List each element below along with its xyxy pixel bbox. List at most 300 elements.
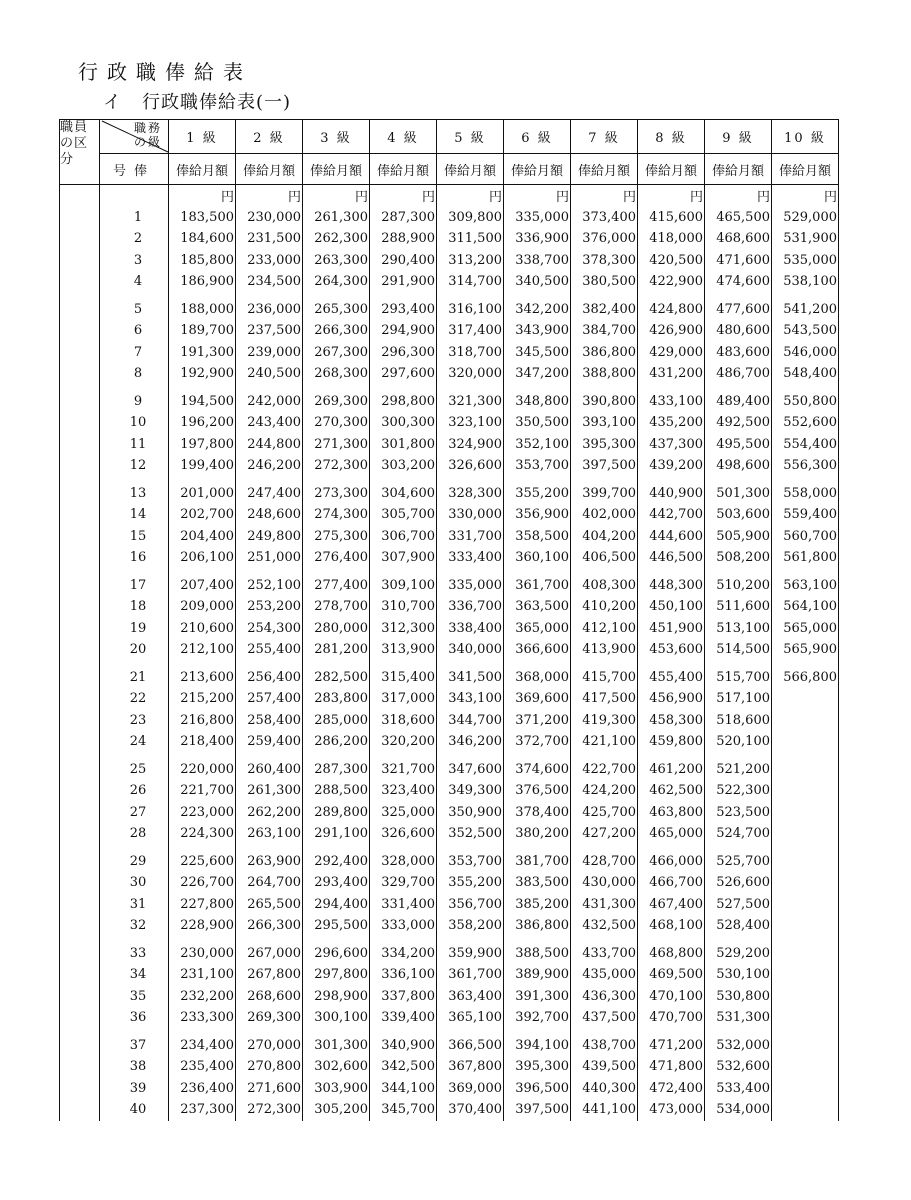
salary-cell: 376,500 bbox=[504, 780, 571, 802]
salary-cell bbox=[772, 1078, 839, 1100]
employee-category-cell bbox=[60, 688, 100, 710]
salary-cell: 225,600 bbox=[169, 851, 236, 873]
table-row bbox=[60, 1056, 839, 1078]
salary-cell: 246,200 bbox=[236, 455, 303, 477]
salary-cell: 261,300 bbox=[236, 780, 303, 802]
monthly-salary-header: 俸給月額 bbox=[504, 154, 571, 185]
salary-cell: 210,600 bbox=[169, 618, 236, 640]
salary-cell: 347,200 bbox=[504, 363, 571, 385]
salary-cell: 316,100 bbox=[437, 299, 504, 321]
salary-cell: 286,200 bbox=[303, 731, 370, 753]
salary-cell: 442,700 bbox=[638, 504, 705, 526]
table-row bbox=[60, 1099, 839, 1121]
salary-cell: 435,200 bbox=[638, 412, 705, 434]
salary-cell: 243,400 bbox=[236, 412, 303, 434]
table-row bbox=[60, 780, 839, 802]
step-number: 16 bbox=[100, 547, 169, 569]
salary-cell: 260,400 bbox=[236, 759, 303, 781]
salary-cell: 466,000 bbox=[638, 851, 705, 873]
table-row bbox=[60, 455, 839, 477]
salary-cell: 318,700 bbox=[437, 342, 504, 364]
employee-category-cell bbox=[60, 250, 100, 272]
salary-cell: 426,900 bbox=[638, 320, 705, 342]
employee-category-cell bbox=[60, 320, 100, 342]
salary-cell: 511,600 bbox=[705, 596, 772, 618]
table-row bbox=[60, 250, 839, 272]
salary-cell: 436,300 bbox=[571, 986, 638, 1008]
salary-cell: 420,500 bbox=[638, 250, 705, 272]
salary-cell: 353,700 bbox=[437, 851, 504, 873]
salary-cell: 431,200 bbox=[638, 363, 705, 385]
salary-cell: 274,300 bbox=[303, 504, 370, 526]
salary-cell: 326,600 bbox=[370, 823, 437, 845]
salary-cell bbox=[772, 964, 839, 986]
salary-cell: 239,000 bbox=[236, 342, 303, 364]
step-number: 14 bbox=[100, 504, 169, 526]
salary-cell: 352,500 bbox=[437, 823, 504, 845]
salary-cell: 369,600 bbox=[504, 688, 571, 710]
step-number: 9 bbox=[100, 391, 169, 413]
salary-cell: 378,400 bbox=[504, 802, 571, 824]
salary-cell: 247,400 bbox=[236, 483, 303, 505]
salary-cell: 394,100 bbox=[504, 1035, 571, 1057]
salary-cell: 249,800 bbox=[236, 526, 303, 548]
salary-cell: 262,200 bbox=[236, 802, 303, 824]
salary-cell: 397,500 bbox=[504, 1099, 571, 1121]
employee-category-cell bbox=[60, 986, 100, 1008]
employee-category-cell bbox=[60, 455, 100, 477]
salary-cell: 345,500 bbox=[504, 342, 571, 364]
unit-cell: 円 bbox=[705, 185, 772, 207]
salary-cell: 483,600 bbox=[705, 342, 772, 364]
salary-cell: 275,300 bbox=[303, 526, 370, 548]
salary-cell: 468,600 bbox=[705, 228, 772, 250]
table-row bbox=[60, 299, 839, 321]
step-number: 18 bbox=[100, 596, 169, 618]
employee-category-cell bbox=[60, 872, 100, 894]
table-row bbox=[60, 943, 839, 965]
employee-category-cell bbox=[60, 964, 100, 986]
subtitle-text: 行政職俸給表(一) bbox=[142, 92, 292, 113]
employee-category-cell bbox=[60, 894, 100, 916]
salary-cell: 335,000 bbox=[504, 207, 571, 229]
employee-category-cell bbox=[60, 618, 100, 640]
table-row bbox=[60, 802, 839, 824]
employee-category-cell bbox=[60, 483, 100, 505]
salary-cell: 433,100 bbox=[638, 391, 705, 413]
grade-header: 7 級 bbox=[571, 120, 638, 154]
shokumu-line2: の級 bbox=[133, 135, 162, 149]
employee-category-cell bbox=[60, 526, 100, 548]
unit-cell: 円 bbox=[504, 185, 571, 207]
salary-cell: 237,500 bbox=[236, 320, 303, 342]
salary-cell: 392,700 bbox=[504, 1007, 571, 1029]
employee-category-cell bbox=[60, 391, 100, 413]
salary-cell: 202,700 bbox=[169, 504, 236, 526]
salary-cell: 235,400 bbox=[169, 1056, 236, 1078]
salary-cell: 358,500 bbox=[504, 526, 571, 548]
employee-category-cell bbox=[60, 299, 100, 321]
salary-cell: 565,000 bbox=[772, 618, 839, 640]
kubun-line1: 職員 bbox=[60, 120, 89, 135]
table-row bbox=[60, 412, 839, 434]
salary-cell: 564,100 bbox=[772, 596, 839, 618]
salary-cell: 267,000 bbox=[236, 943, 303, 965]
salary-cell: 340,000 bbox=[437, 639, 504, 661]
salary-cell: 321,700 bbox=[370, 759, 437, 781]
table-row bbox=[60, 483, 839, 505]
salary-cell: 418,000 bbox=[638, 228, 705, 250]
salary-cell: 256,400 bbox=[236, 667, 303, 689]
salary-cell: 309,100 bbox=[370, 575, 437, 597]
table-subtitle bbox=[103, 88, 291, 114]
salary-cell: 395,300 bbox=[571, 434, 638, 456]
salary-cell: 373,400 bbox=[571, 207, 638, 229]
employee-category-cell bbox=[60, 731, 100, 753]
salary-cell: 386,800 bbox=[504, 915, 571, 937]
salary-cell: 264,300 bbox=[303, 271, 370, 293]
salary-cell: 333,000 bbox=[370, 915, 437, 937]
salary-cell: 199,400 bbox=[169, 455, 236, 477]
salary-cell: 395,300 bbox=[504, 1056, 571, 1078]
salary-cell: 263,300 bbox=[303, 250, 370, 272]
salary-cell: 468,800 bbox=[638, 943, 705, 965]
salary-cell: 524,700 bbox=[705, 823, 772, 845]
salary-cell: 501,300 bbox=[705, 483, 772, 505]
salary-cell: 336,100 bbox=[370, 964, 437, 986]
salary-cell: 339,400 bbox=[370, 1007, 437, 1029]
employee-category-cell bbox=[60, 1007, 100, 1029]
salary-cell: 263,100 bbox=[236, 823, 303, 845]
unit-cell: 円 bbox=[370, 185, 437, 207]
salary-cell: 259,400 bbox=[236, 731, 303, 753]
salary-cell: 439,200 bbox=[638, 455, 705, 477]
salary-table-body bbox=[60, 185, 839, 1121]
salary-cell: 522,300 bbox=[705, 780, 772, 802]
salary-cell: 236,400 bbox=[169, 1078, 236, 1100]
salary-cell: 472,400 bbox=[638, 1078, 705, 1100]
salary-cell: 353,700 bbox=[504, 455, 571, 477]
salary-cell: 336,900 bbox=[504, 228, 571, 250]
salary-cell: 431,300 bbox=[571, 894, 638, 916]
step-number: 23 bbox=[100, 710, 169, 732]
salary-cell: 338,400 bbox=[437, 618, 504, 640]
salary-cell: 372,700 bbox=[504, 731, 571, 753]
salary-cell: 466,700 bbox=[638, 872, 705, 894]
salary-cell: 227,800 bbox=[169, 894, 236, 916]
salary-cell: 294,900 bbox=[370, 320, 437, 342]
salary-cell: 531,900 bbox=[772, 228, 839, 250]
salary-cell: 344,100 bbox=[370, 1078, 437, 1100]
salary-cell: 525,700 bbox=[705, 851, 772, 873]
salary-cell: 543,500 bbox=[772, 320, 839, 342]
salary-cell: 318,600 bbox=[370, 710, 437, 732]
grade-header: 4 級 bbox=[370, 120, 437, 154]
salary-cell: 510,200 bbox=[705, 575, 772, 597]
salary-cell: 424,800 bbox=[638, 299, 705, 321]
salary-cell: 333,400 bbox=[437, 547, 504, 569]
salary-cell: 533,400 bbox=[705, 1078, 772, 1100]
salary-cell: 465,500 bbox=[705, 207, 772, 229]
salary-cell: 269,300 bbox=[303, 391, 370, 413]
salary-cell: 408,300 bbox=[571, 575, 638, 597]
salary-cell bbox=[772, 894, 839, 916]
step-number: 8 bbox=[100, 363, 169, 385]
salary-cell: 267,300 bbox=[303, 342, 370, 364]
grade-header: 9 級 bbox=[705, 120, 772, 154]
employee-category-cell bbox=[60, 915, 100, 937]
salary-cell: 352,100 bbox=[504, 434, 571, 456]
salary-cell: 399,700 bbox=[571, 483, 638, 505]
salary-cell: 369,000 bbox=[437, 1078, 504, 1100]
employee-category-cell bbox=[60, 1078, 100, 1100]
salary-cell: 257,400 bbox=[236, 688, 303, 710]
monthly-salary-header: 俸給月額 bbox=[638, 154, 705, 185]
unit-cell: 円 bbox=[169, 185, 236, 207]
salary-cell: 228,900 bbox=[169, 915, 236, 937]
salary-cell: 402,000 bbox=[571, 504, 638, 526]
salary-cell: 461,200 bbox=[638, 759, 705, 781]
salary-cell: 397,500 bbox=[571, 455, 638, 477]
salary-cell: 532,600 bbox=[705, 1056, 772, 1078]
salary-cell: 366,600 bbox=[504, 639, 571, 661]
salary-cell: 328,300 bbox=[437, 483, 504, 505]
salary-cell: 315,400 bbox=[370, 667, 437, 689]
salary-cell bbox=[772, 780, 839, 802]
salary-cell: 272,300 bbox=[303, 455, 370, 477]
salary-cell: 231,500 bbox=[236, 228, 303, 250]
salary-cell: 503,600 bbox=[705, 504, 772, 526]
duty-grade-corner bbox=[100, 120, 169, 154]
employee-category-cell bbox=[60, 185, 100, 207]
salary-cell: 529,200 bbox=[705, 943, 772, 965]
salary-cell: 276,400 bbox=[303, 547, 370, 569]
duty-grade-label bbox=[134, 121, 162, 149]
step-header: 号俸 bbox=[100, 154, 169, 185]
salary-cell: 298,900 bbox=[303, 986, 370, 1008]
salary-cell: 389,900 bbox=[504, 964, 571, 986]
salary-cell: 285,000 bbox=[303, 710, 370, 732]
salary-cell: 209,000 bbox=[169, 596, 236, 618]
salary-cell: 410,200 bbox=[571, 596, 638, 618]
salary-cell: 226,700 bbox=[169, 872, 236, 894]
employee-category-cell bbox=[60, 547, 100, 569]
salary-cell: 470,700 bbox=[638, 1007, 705, 1029]
employee-category-cell bbox=[60, 412, 100, 434]
salary-cell: 559,400 bbox=[772, 504, 839, 526]
salary-cell: 296,300 bbox=[370, 342, 437, 364]
salary-cell: 297,800 bbox=[303, 964, 370, 986]
salary-cell: 191,300 bbox=[169, 342, 236, 364]
salary-cell: 292,400 bbox=[303, 851, 370, 873]
table-row bbox=[60, 872, 839, 894]
monthly-salary-header: 俸給月額 bbox=[370, 154, 437, 185]
salary-cell: 270,800 bbox=[236, 1056, 303, 1078]
salary-cell: 307,900 bbox=[370, 547, 437, 569]
salary-cell: 236,000 bbox=[236, 299, 303, 321]
salary-cell: 212,100 bbox=[169, 639, 236, 661]
grade-header: 3 級 bbox=[303, 120, 370, 154]
unit-cell: 円 bbox=[638, 185, 705, 207]
employee-category-cell bbox=[60, 759, 100, 781]
salary-cell: 391,300 bbox=[504, 986, 571, 1008]
salary-cell: 360,100 bbox=[504, 547, 571, 569]
salary-cell: 535,000 bbox=[772, 250, 839, 272]
salary-cell: 197,800 bbox=[169, 434, 236, 456]
salary-cell: 223,000 bbox=[169, 802, 236, 824]
step-number: 5 bbox=[100, 299, 169, 321]
salary-cell: 270,000 bbox=[236, 1035, 303, 1057]
step-number: 30 bbox=[100, 872, 169, 894]
salary-cell: 290,400 bbox=[370, 250, 437, 272]
table-row bbox=[60, 342, 839, 364]
salary-cell: 230,000 bbox=[169, 943, 236, 965]
salary-cell: 518,600 bbox=[705, 710, 772, 732]
salary-cell: 201,000 bbox=[169, 483, 236, 505]
salary-cell: 244,800 bbox=[236, 434, 303, 456]
step-number: 33 bbox=[100, 943, 169, 965]
salary-cell: 330,000 bbox=[437, 504, 504, 526]
salary-cell: 513,100 bbox=[705, 618, 772, 640]
salary-cell: 444,600 bbox=[638, 526, 705, 548]
salary-cell: 529,000 bbox=[772, 207, 839, 229]
step-number: 39 bbox=[100, 1078, 169, 1100]
salary-cell: 520,100 bbox=[705, 731, 772, 753]
table-row bbox=[60, 915, 839, 937]
employee-category-cell bbox=[60, 802, 100, 824]
salary-cell bbox=[772, 710, 839, 732]
salary-cell: 287,300 bbox=[370, 207, 437, 229]
salary-cell: 514,500 bbox=[705, 639, 772, 661]
salary-cell: 517,100 bbox=[705, 688, 772, 710]
salary-cell: 430,000 bbox=[571, 872, 638, 894]
salary-cell: 386,800 bbox=[571, 342, 638, 364]
step-number: 2 bbox=[100, 228, 169, 250]
salary-cell: 300,300 bbox=[370, 412, 437, 434]
salary-cell: 303,200 bbox=[370, 455, 437, 477]
step-number: 10 bbox=[100, 412, 169, 434]
salary-cell: 254,300 bbox=[236, 618, 303, 640]
salary-cell: 471,600 bbox=[705, 250, 772, 272]
salary-cell: 334,200 bbox=[370, 943, 437, 965]
salary-cell: 261,300 bbox=[303, 207, 370, 229]
salary-cell: 429,000 bbox=[638, 342, 705, 364]
salary-cell: 323,400 bbox=[370, 780, 437, 802]
salary-cell: 563,100 bbox=[772, 575, 839, 597]
step-number: 4 bbox=[100, 271, 169, 293]
salary-cell: 329,700 bbox=[370, 872, 437, 894]
step-number: 19 bbox=[100, 618, 169, 640]
salary-cell: 185,800 bbox=[169, 250, 236, 272]
salary-cell: 368,000 bbox=[504, 667, 571, 689]
salary-cell: 313,900 bbox=[370, 639, 437, 661]
salary-cell: 266,300 bbox=[303, 320, 370, 342]
salary-cell: 560,700 bbox=[772, 526, 839, 548]
salary-cell: 338,700 bbox=[504, 250, 571, 272]
salary-cell: 293,400 bbox=[303, 872, 370, 894]
grade-header: 2 級 bbox=[236, 120, 303, 154]
table-row bbox=[60, 618, 839, 640]
salary-cell: 272,300 bbox=[236, 1099, 303, 1121]
salary-cell: 450,100 bbox=[638, 596, 705, 618]
employee-category-cell bbox=[60, 363, 100, 385]
step-number: 12 bbox=[100, 455, 169, 477]
monthly-salary-header: 俸給月額 bbox=[772, 154, 839, 185]
step-cell bbox=[100, 185, 169, 207]
salary-cell: 192,900 bbox=[169, 363, 236, 385]
salary-cell: 266,300 bbox=[236, 915, 303, 937]
salary-cell: 278,700 bbox=[303, 596, 370, 618]
employee-category-cell bbox=[60, 851, 100, 873]
step-number: 34 bbox=[100, 964, 169, 986]
salary-cell: 523,500 bbox=[705, 802, 772, 824]
salary-cell: 306,700 bbox=[370, 526, 437, 548]
table-row bbox=[60, 667, 839, 689]
table-row bbox=[60, 688, 839, 710]
salary-cell: 317,000 bbox=[370, 688, 437, 710]
table-row bbox=[60, 434, 839, 456]
salary-cell: 515,700 bbox=[705, 667, 772, 689]
step-number: 32 bbox=[100, 915, 169, 937]
salary-cell: 216,800 bbox=[169, 710, 236, 732]
salary-cell: 258,400 bbox=[236, 710, 303, 732]
salary-cell: 492,500 bbox=[705, 412, 772, 434]
salary-cell: 350,900 bbox=[437, 802, 504, 824]
salary-cell: 281,200 bbox=[303, 639, 370, 661]
table-row bbox=[60, 596, 839, 618]
salary-cell: 366,500 bbox=[437, 1035, 504, 1057]
salary-cell: 310,700 bbox=[370, 596, 437, 618]
table-row bbox=[60, 823, 839, 845]
salary-cell: 437,300 bbox=[638, 434, 705, 456]
step-number: 29 bbox=[100, 851, 169, 873]
step-number: 17 bbox=[100, 575, 169, 597]
table-row bbox=[60, 639, 839, 661]
salary-cell: 356,900 bbox=[504, 504, 571, 526]
salary-cell: 463,800 bbox=[638, 802, 705, 824]
salary-cell: 425,700 bbox=[571, 802, 638, 824]
salary-cell: 467,400 bbox=[638, 894, 705, 916]
salary-cell: 207,400 bbox=[169, 575, 236, 597]
salary-cell: 224,300 bbox=[169, 823, 236, 845]
unit-row bbox=[60, 185, 839, 207]
salary-cell: 204,400 bbox=[169, 526, 236, 548]
salary-cell: 393,100 bbox=[571, 412, 638, 434]
salary-cell: 427,200 bbox=[571, 823, 638, 845]
unit-cell: 円 bbox=[303, 185, 370, 207]
employee-category-cell bbox=[60, 710, 100, 732]
monthly-salary-header: 俸給月額 bbox=[303, 154, 370, 185]
salary-cell: 433,700 bbox=[571, 943, 638, 965]
salary-cell: 311,500 bbox=[437, 228, 504, 250]
employee-category-cell bbox=[60, 504, 100, 526]
employee-category-cell bbox=[60, 271, 100, 293]
shokumu-line1: 職務 bbox=[133, 121, 162, 135]
table-row bbox=[60, 504, 839, 526]
salary-cell: 486,700 bbox=[705, 363, 772, 385]
salary-cell bbox=[772, 688, 839, 710]
salary-cell bbox=[772, 872, 839, 894]
salary-cell: 270,300 bbox=[303, 412, 370, 434]
salary-cell: 495,500 bbox=[705, 434, 772, 456]
salary-cell bbox=[772, 731, 839, 753]
salary-cell: 361,700 bbox=[504, 575, 571, 597]
salary-cell: 532,000 bbox=[705, 1035, 772, 1057]
salary-cell: 469,500 bbox=[638, 964, 705, 986]
salary-cell: 289,800 bbox=[303, 802, 370, 824]
salary-cell: 277,400 bbox=[303, 575, 370, 597]
salary-cell: 346,200 bbox=[437, 731, 504, 753]
